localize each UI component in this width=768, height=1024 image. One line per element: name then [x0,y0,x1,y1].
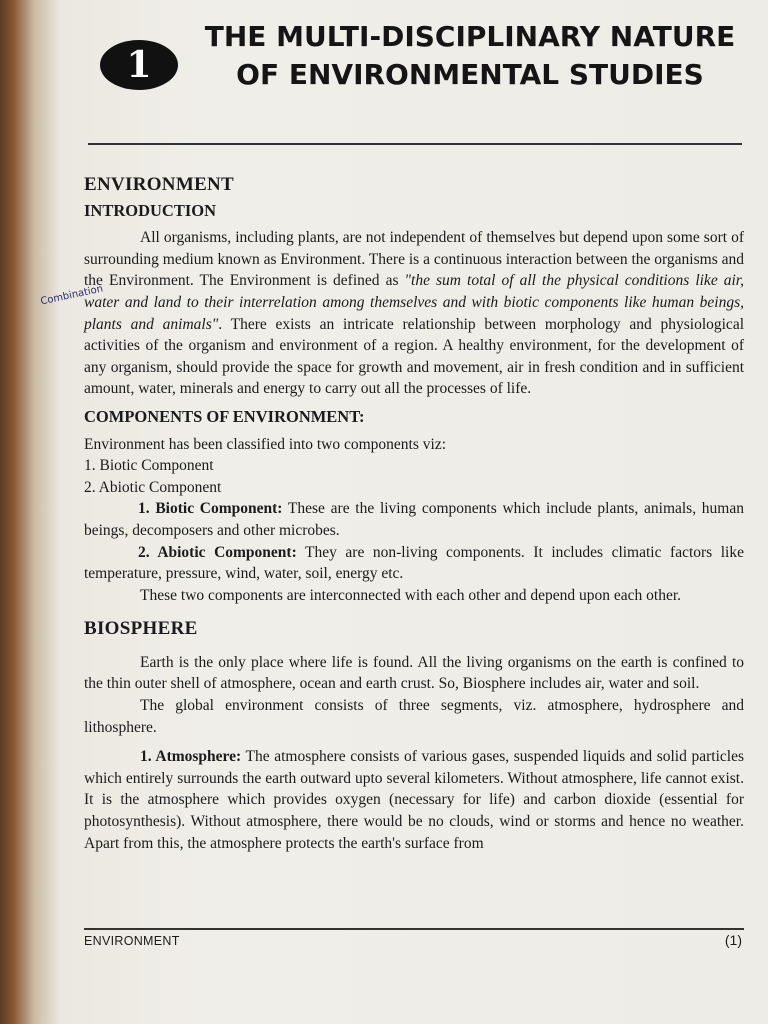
section-heading-introduction: INTRODUCTION [84,200,217,220]
chapter-title: THE MULTI-DISCIPLINARY NATURE OF ENVIRONMENTAL STUDIES [204,20,736,91]
page-content [84,170,744,854]
handwritten-annotation: Combination [39,283,105,308]
abiotic-text: They are non-living components. It includes climatic factors like temperature, pressure, wind, water, soil, energy etc. [84,543,744,583]
footer-divider [84,928,744,930]
biotic-text: These are the living components which include plants, animals, human beings, decomposers and other microbes. [84,500,744,539]
chapter-number-badge [100,40,178,90]
list-item-abiotic: 2. Abiotic Component [84,478,222,496]
biosphere-paragraph-2: The global environment consists of three segments, viz. atmosphere, hydrosphere and lithosphere. [84,697,744,736]
environment-definition-quote: "the sum total of all the physical conditions like air, water and land to their interrelation among themselves and with biotic components like human beings, plants and animals" [84,272,744,333]
section-heading-components: COMPONENTS OF ENVIRONMENT: [84,406,365,426]
section-heading-biosphere: BIOSPHERE [84,618,198,640]
atmosphere-paragraph [84,746,744,854]
chapter-number: 1 [126,44,152,86]
atmosphere-label: 1. Atmosphere: [140,748,242,766]
biosphere-paragraph-1: Earth is the only place where life is found. All the living organisms on the earth is confined to the thin outer shell of atmosphere, ocean and earth crust. So, Biosphere includes air, water and soil. [84,653,744,693]
footer-running-title: ENVIRONMENT [84,934,180,948]
biotic-paragraph [84,498,744,541]
components-intro: Environment has been classified into two components viz: [84,435,447,453]
abiotic-paragraph [84,542,744,585]
title-divider [88,143,742,145]
interconnected-paragraph: These two components are interconnected with each other and depend upon each other. [140,586,682,604]
biotic-label: 1. Biotic Component: [138,500,283,518]
section-heading-environment: ENVIRONMENT [84,174,235,195]
abiotic-label: 2. Abiotic Component: [138,543,297,561]
list-item-biotic: 1. Biotic Component [84,457,214,475]
atmosphere-text: The atmosphere consists of various gases, suspended liquids and solid particles which entirely surrounds the earth outward upto several kilometers. Without atmosphere, life cannot exist. It is the atmosphere which provides oxygen (necessary for life) and carbon dioxide (essential for photosynthesis). Without atmosphere, there would be no clouds, wind or storms and hence no weather. Apart from this, the atmosphere protects the earth's surface from [84,748,744,852]
page-number: (1) [724,932,742,948]
intro-text-a: All organisms, including plants, are not independent of themselves but depend upon some sort of surrounding medium known as Environment. There is a continuous interaction between the organisms and the Environment. The Environment is defined as [84,229,744,290]
intro-paragraph [84,227,744,400]
intro-text-b: . There exists an intricate relationship between morphology and physiological activities of the organism and environment of a region. A healthy environment, for the development of any organism, should provide the space for growth and movement, air in fresh condition and in sufficient amount, water, minerals and energy to carry out all the processes of life. [84,315,745,398]
